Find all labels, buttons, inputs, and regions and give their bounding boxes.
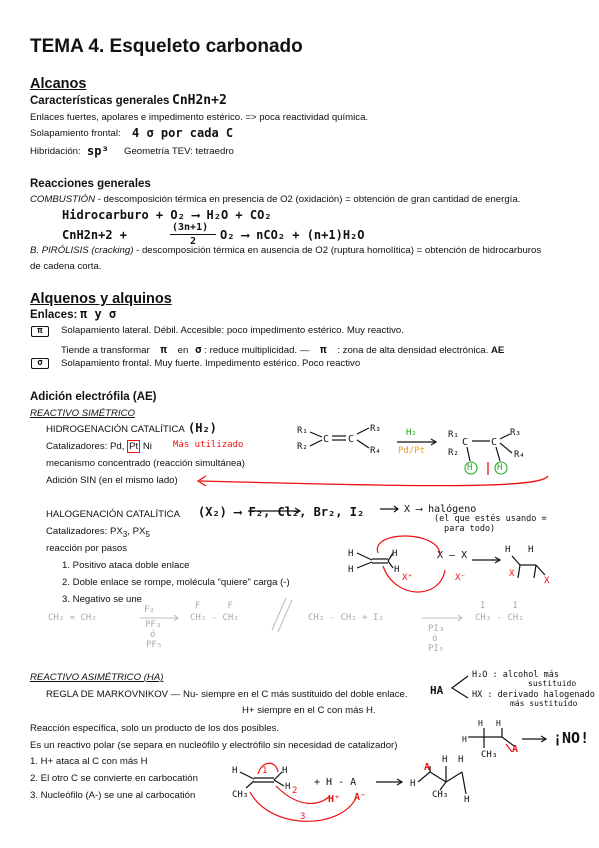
mech-product-ch3: CH₃	[432, 790, 449, 800]
halogeno-note: X ⟶ halógeno	[404, 504, 477, 515]
mech-prod-b3	[446, 772, 462, 782]
pi-description: Solapamiento lateral. Débil. Accesible: poco impedimento estérico. Muy reactivo.	[61, 325, 404, 336]
h-circle-right	[495, 462, 507, 474]
arrow-label-catalyst: Pd/Pt	[398, 446, 426, 456]
product-bond-r3	[500, 434, 510, 439]
faint-pf5: PF₅	[146, 640, 163, 650]
scheme-r2: R₂	[297, 442, 308, 452]
equation-fraction-num: (3n+1)	[172, 222, 209, 233]
pirolisis-line2: de cadena corta.	[30, 261, 102, 272]
product-h-right: H	[497, 463, 503, 473]
mech-prod-b6	[440, 782, 446, 790]
product-bond-r4	[500, 443, 512, 453]
equation-combustion-general: Hidrocarburo + O₂ ⟶ H₂O + CO₂	[62, 208, 272, 222]
faint-ethene-right: CH₂ - CH₂ + I₂	[308, 613, 384, 623]
mech-ch3: CH₃	[232, 790, 249, 800]
h-circle-left	[465, 462, 477, 474]
especifica-text: Reacción específica, solo un producto de los dos posibles.	[30, 723, 280, 734]
atom-c2: C	[348, 434, 355, 445]
hidrogenacion-hw: (H₂)	[188, 421, 217, 435]
product-h-left: H	[467, 463, 473, 473]
faint-slash-1	[272, 598, 286, 630]
faint-o1: ó	[150, 630, 156, 640]
ethene-h1: H	[348, 549, 354, 559]
combustion-text: - descomposición térmica en presencia de O2 (oxidación) = obtención de gran cantidad de energía.	[95, 194, 521, 205]
halogeno-note3: para todo)	[444, 524, 496, 534]
paso-2: 2. El otro C se convierte en carbocatión	[30, 773, 198, 784]
scheme-r1: R₁	[297, 426, 308, 436]
halo-prod-b4	[518, 565, 520, 578]
product-r1: R₁	[448, 430, 459, 440]
no-ch3: CH₃	[481, 750, 498, 760]
mech-prod-b1	[418, 772, 430, 782]
faint-slash-2	[278, 600, 292, 632]
mech-step-1: 1	[262, 766, 268, 776]
mech-prod-b7	[462, 772, 466, 794]
faint-ethene-left: CH₂ = CH₂	[48, 613, 97, 623]
product-c2: C	[491, 437, 498, 448]
hibridacion-handwritten: sp³	[87, 144, 109, 158]
reacciones-heading: Reacciones generales	[30, 178, 151, 190]
paso-1: 1. H+ ataca al C con más H	[30, 756, 148, 767]
mech-h2: H	[282, 766, 288, 776]
enlaces-label: Enlaces:	[30, 309, 78, 321]
catalizador-ni: Ni	[142, 441, 152, 452]
product-bond-h1	[467, 447, 470, 461]
tiende-pi2: π	[320, 343, 327, 356]
alcanos-line1: Enlaces fuertes, apolares e impedimento estérico. => poca reactividad química.	[30, 112, 369, 123]
mech-prod-h2: H	[458, 755, 464, 765]
x-minus: X⁻	[455, 573, 466, 583]
no-exclamation: ¡NO!	[553, 729, 590, 747]
faint-ii: I I	[480, 601, 518, 611]
hx-note2: más sustituido	[510, 699, 578, 708]
enlaces-handwritten: π y σ	[80, 307, 117, 321]
sin-arrow	[200, 476, 548, 486]
faint-ff: F F	[195, 601, 233, 611]
combustion-label-text: COMBUSTIÓN	[30, 194, 96, 205]
section-alquenos-heading: Alquenos y alquinos	[30, 291, 172, 307]
paso-3: 3. Nucleófilo (A-) se une al carbocatión	[30, 790, 196, 801]
mech-step-2: 2	[292, 786, 298, 796]
tiende-text-b: : reduce multiplicidad. —	[204, 345, 310, 356]
halogenacion-hw: (X₂) ⟶ F₂, Cl₂, Br₂, I₂	[198, 505, 365, 519]
step-3: 3. Negativo se une	[62, 594, 143, 605]
halo-red-arrow-bottom	[383, 566, 445, 592]
mech-prod-h4: H	[464, 795, 470, 805]
product-c1: C	[462, 437, 469, 448]
mech-b1	[240, 772, 254, 779]
ha-brace	[452, 676, 468, 698]
markovnikov-rule: REGLA DE MARKOVNIKOV — Nu- siempre en el C más sustituido del doble enlace.	[46, 689, 408, 700]
equation-combustion-a: CnH2n+2 +	[62, 228, 128, 242]
halogeno-note2: (el que estés usando =	[434, 514, 547, 524]
mech-ha-reagent: + H - A	[314, 777, 357, 788]
halo-cat-sub3: 3	[122, 529, 128, 539]
mech-step-3: 3	[300, 812, 306, 822]
catalizador-pt: Pt	[129, 441, 139, 452]
mech-red-arrow-1	[258, 763, 278, 774]
mech-h3: H	[285, 782, 291, 792]
h2o-note: H₂O : alcohol más	[472, 670, 559, 680]
formula-alcanos: CnH2n+2	[172, 93, 227, 108]
halo-cat-sub5: 5	[145, 529, 150, 539]
tiende-text-a: Tiende a transformar	[61, 345, 150, 356]
h2o-note2: sustituido	[528, 679, 577, 688]
adicion-heading: Adición electrófila (AE)	[30, 391, 157, 403]
catalizadores-label: Catalizadores: Pd,	[46, 441, 125, 452]
halo-prod-h2: H	[528, 545, 534, 555]
bond-r3	[357, 428, 369, 434]
halo-cat-text: Catalizadores: PX	[46, 526, 123, 537]
tiende-pi: π	[160, 343, 167, 356]
markovnikov-rule2: H+ siempre en el C con más H.	[242, 705, 376, 716]
solapamiento-label: Solapamiento frontal:	[30, 128, 121, 139]
por-pasos-text: reacción por pasos	[46, 543, 128, 554]
mech-a-minus: A⁻	[354, 792, 367, 803]
product-r4: R₄	[514, 450, 525, 460]
x-x-reagent: X — X	[437, 550, 468, 561]
mech-prod-h1: H	[442, 755, 448, 765]
tiende-sigma: σ	[195, 343, 202, 356]
tiende-en: en	[177, 345, 189, 356]
no-h1: H	[478, 719, 483, 728]
faint-pf3: PF₃	[145, 620, 162, 630]
faint-pi3: PI₃	[428, 624, 445, 634]
polar-text: Es un reactivo polar (se separa en nucleófilo y electrófilo sin necesidad de catalizador)	[30, 740, 398, 751]
hibridacion-label: Hibridación:	[30, 146, 81, 157]
hidrogenacion-title: HIDROGENACIÓN CATALÍTICA	[46, 424, 185, 435]
sigma-symbol: σ	[37, 358, 43, 368]
step-2: 2. Doble enlace se rompe, molécula “quiere” carga (-)	[62, 577, 290, 588]
faint-product: CH₂ - CH₂	[190, 613, 239, 623]
halo-cat-mid: , PX	[127, 526, 146, 537]
arrow-label-h2: H₂	[406, 428, 417, 438]
product-r2: R₂	[448, 448, 459, 458]
scheme-r3: R₃	[370, 424, 381, 434]
mas-utilizado-note: Más utilizado	[173, 440, 244, 450]
ethene-b4	[388, 561, 393, 568]
halo-prod-b3	[536, 565, 545, 575]
mech-red-arrow-3	[250, 792, 356, 821]
pirolisis-label: B. PIRÓLISIS (cracking)	[30, 245, 134, 256]
solapamiento-handwritten: 4 σ por cada C	[132, 126, 234, 140]
ethene-h2: H	[348, 565, 354, 575]
ethene-b2	[357, 562, 372, 568]
x-plus: X⁺	[402, 573, 413, 583]
tiende-ae: AE	[490, 345, 505, 356]
ethene-h4: H	[394, 565, 400, 575]
bond-r2	[310, 440, 322, 446]
mech-h-plus: H⁺	[328, 794, 341, 805]
no-b5	[502, 737, 514, 746]
equation-fraction-den: 2	[190, 236, 197, 247]
halo-prod-x1: X	[509, 569, 515, 579]
halo-prod-x2: X	[544, 576, 550, 586]
halogenacion-title: HALOGENACIÓN CATALÍTICA	[46, 509, 180, 520]
product-bond-h2	[496, 447, 500, 461]
halo-red-arrow-top	[377, 536, 440, 555]
caracteristicas-label: Características generales	[30, 95, 170, 107]
mech-b4	[274, 780, 284, 786]
mech-product-a: A	[424, 762, 431, 773]
halo-prod-b1	[512, 556, 520, 565]
mech-prod-b2	[430, 772, 446, 782]
atom-c1: C	[323, 434, 330, 445]
step-1: 1. Positivo ataca doble enlace	[62, 560, 190, 571]
tiende-text-c: : zona de alta densidad electrónica.	[337, 345, 489, 356]
mecanismo-text: mecanismo concentrado (reacción simultánea)	[46, 458, 245, 469]
mech-h1: H	[232, 766, 238, 776]
adicion-sin-text: Adición SIN (en el mismo lado)	[46, 475, 178, 486]
reactivo-asimetrico-heading: REACTIVO ASIMÉTRICO (HA)	[30, 672, 164, 683]
faint-f2: F₂	[144, 605, 155, 615]
sigma-description: Solapamiento frontal. Muy fuerte. Impedimento estérico. Poco reactivo	[61, 358, 361, 369]
reactivo-simetrico-heading: REACTIVO SIMÉTRICO	[30, 408, 136, 419]
equation-combustion-b: O₂ ⟶ nCO₂ + (n+1)H₂O	[220, 228, 365, 242]
hx-note: HX : derivado halogenado	[472, 690, 595, 700]
halo-prod-h1: H	[505, 545, 511, 555]
faint-pi5: PI₅	[428, 644, 445, 654]
mech-prod-h3: H	[410, 779, 416, 789]
faint-product2: CH₂ - CH₂	[475, 613, 524, 623]
scheme-r4: R₄	[370, 446, 381, 456]
no-red-bond	[506, 744, 512, 752]
product-r3: R₃	[510, 428, 521, 438]
no-h2: H	[496, 719, 501, 728]
bond-r4	[357, 440, 369, 448]
geometria-text: Geometría TEV: tetraedro	[124, 146, 234, 157]
ha-label: HA	[430, 684, 444, 697]
mech-b3	[274, 772, 282, 780]
halo-prod-b5	[534, 565, 536, 578]
pirolisis-text: - descomposición térmica en ausencia de O2 (ruptura homolítica) = obtención de hidrocarburos	[133, 245, 542, 256]
mech-b2	[246, 781, 254, 788]
no-a: A	[512, 744, 519, 755]
bond-r1	[310, 432, 322, 437]
pi-symbol: π	[37, 326, 43, 336]
no-h3: H	[462, 735, 467, 744]
page-title: TEMA 4. Esqueleto carbonado	[30, 36, 303, 57]
faint-o2: ó	[432, 634, 438, 644]
ethene-h3: H	[392, 549, 398, 559]
section-alcanos-heading: Alcanos	[30, 76, 87, 92]
ethene-b1	[357, 553, 372, 560]
